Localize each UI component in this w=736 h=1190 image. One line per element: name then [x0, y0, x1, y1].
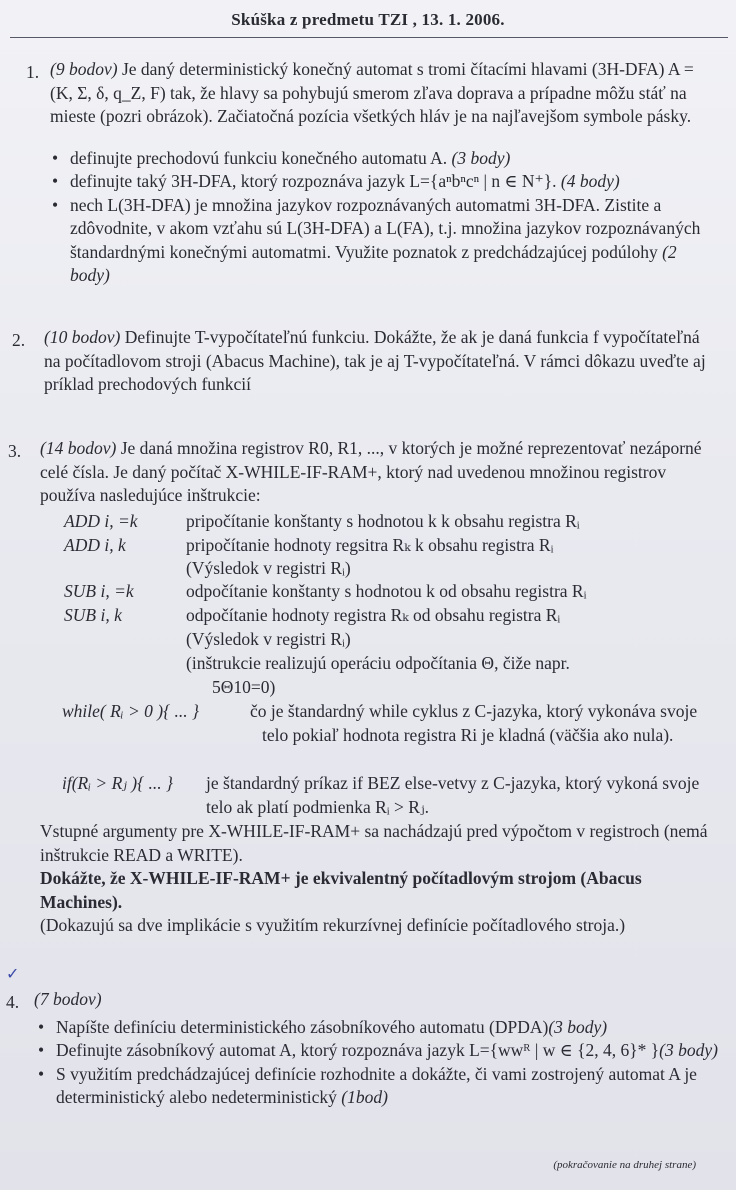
- instr-sub-note: (inštrukcie realizujú operáciu odpočítania Θ, čiže napr.: [186, 653, 570, 673]
- title-divider: [10, 37, 728, 38]
- instr-add-result: (Výsledok v registri Rᵢ): [186, 558, 351, 578]
- q4-block: [34, 988, 724, 1110]
- instr-if-desc: je štandardný príkaz if BEZ else-vetvy z C-jazyka, ktorý vykoná svoje telo ak platí podmienka Rᵢ > Rⱼ.: [206, 773, 700, 817]
- q1-points: (9 bodov): [50, 59, 118, 79]
- instr-if: if(Rᵢ > Rⱼ ){ ... }: [62, 773, 173, 793]
- instr-add-reg-desc: pripočítanie hodnoty regsitra Rₖ k obsahu registra Rᵢ: [186, 535, 554, 555]
- instr-sub-const-desc: odpočítanie konštanty s hodnotou k od obsahu registra Rᵢ: [186, 581, 587, 601]
- q4-item-3: • S využitím predchádzajúcej definície rozhodnite a dokážte, či vami zostrojený automat A je deterministický alebo nedeterministický (1bod): [36, 1063, 724, 1110]
- checkmark-icon: ✓: [6, 966, 20, 983]
- q2-text: Definujte T-vypočítateľnú funkciu. Dokážte, že ak je daná funkcia f vypočítateľná na počítadlovom stroji (Abacus Machine), tak je aj T-vypočítateľná. V rámci dôkazu uveďte aj príklad prechodových funkcií: [44, 327, 706, 394]
- q4-number: 4.: [6, 992, 20, 1012]
- q4-item-1: • Napíšte definíciu deterministického zásobníkového automatu (DPDA)(3 body): [36, 1016, 724, 1040]
- q3-instruction-list: [0, 510, 736, 817]
- q4-points: (7 bodov): [34, 989, 102, 1009]
- instr-sub-const: SUB i, =k: [64, 581, 134, 601]
- instr-sub-example: 5Θ10=0): [212, 677, 276, 697]
- instr-add-const: ADD i, =k: [64, 511, 138, 531]
- continuation-note: (pokračovanie na druhej strane): [553, 1159, 696, 1171]
- q3-task: Dokážte, že X-WHILE-IF-RAM+ je ekvivalentný počítadlovým strojom (Abacus Machines).: [40, 868, 642, 912]
- q2-points: (10 bodov): [44, 327, 121, 347]
- q1-intro: Je daný deterministický konečný automat s tromi čítacími hlavami (3H-DFA) A = (K, Σ, δ, q_Z, F) tak, že hlavy sa pohybujú smerom zľava doprava a prípadne môžu stáť na mieste (pozri obrázok). Začiatočná pozícia všetkých hláv je na najľavejšom symbole pásky.: [50, 59, 694, 126]
- q1-item-1: • definujte prechodovú funkciu konečného automatu A. (3 body): [50, 147, 712, 171]
- q3-tail-block: [40, 820, 708, 938]
- q3-intro: Je daná množina registrov R0, R1, ..., v ktorých je možné reprezentovať nezáporné celé čísla. Je daný počítač X-WHILE-IF-RAM+, ktorý nad uvedenou množinou registrov používa nasledujúce inštrukcie:: [40, 438, 702, 505]
- q3-intro-block: [40, 437, 712, 508]
- q1-item-3: • nech L(3H-DFA) je množina jazykov rozpoznávaných automatmi 3H-DFA. Zistite a zdôvodnite, v akom vzťahu sú L(3H-DFA) a L(FA), t.j. množina jazykov rozpoznávaných štandardnými konečnými automatmi. Využite poznatok z predchádzajúcej podúlohy (2 body): [50, 194, 712, 288]
- q3-args: Vstupné argumenty pre X-WHILE-IF-RAM+ sa nachádzajú pred výpočtom v registroch (nemá inštrukcie READ a WRITE).: [40, 821, 708, 865]
- q2-number: 2.: [12, 330, 26, 350]
- q3-points: (14 bodov): [40, 438, 117, 458]
- instr-add-reg: ADD i, k: [64, 535, 126, 555]
- instr-sub-reg: SUB i, k: [64, 605, 122, 625]
- q3-number: 3.: [8, 441, 22, 461]
- q1-block: [50, 58, 712, 288]
- instr-while-desc: čo je štandardný while cyklus z C-jazyka, ktorý vykonáva svoje telo pokiaľ hodnota registra Ri je kladná (väčšia ako nula).: [250, 701, 698, 745]
- q1-number: 1.: [26, 62, 40, 82]
- q4-item-2: • Definujte zásobníkový automat A, ktorý rozpoznáva jazyk L={wwᴿ | w ∈ {2, 4, 6}* }(3 body): [36, 1039, 724, 1063]
- page-title: Skúška z predmetu TZI , 13. 1. 2006.: [231, 10, 505, 29]
- q1-item-2: • definujte taký 3H-DFA, ktorý rozpoznáva jazyk L={aⁿbⁿcⁿ | n ∈ N⁺}. (4 body): [50, 170, 712, 194]
- q2-block: [44, 326, 708, 397]
- q3-note: (Dokazujú sa dve implikácie s využitím rekurzívnej definície počítadlového stroja.): [40, 915, 626, 935]
- instr-sub-reg-desc: odpočítanie hodnoty registra Rₖ od obsahu registra Rᵢ: [186, 605, 561, 625]
- instr-sub-result: (Výsledok v registri Rᵢ): [186, 629, 351, 649]
- instr-while: while( Rᵢ > 0 ){ ... }: [62, 701, 199, 721]
- instr-add-const-desc: pripočítanie konštanty s hodnotou k k obsahu registra Rᵢ: [186, 511, 580, 531]
